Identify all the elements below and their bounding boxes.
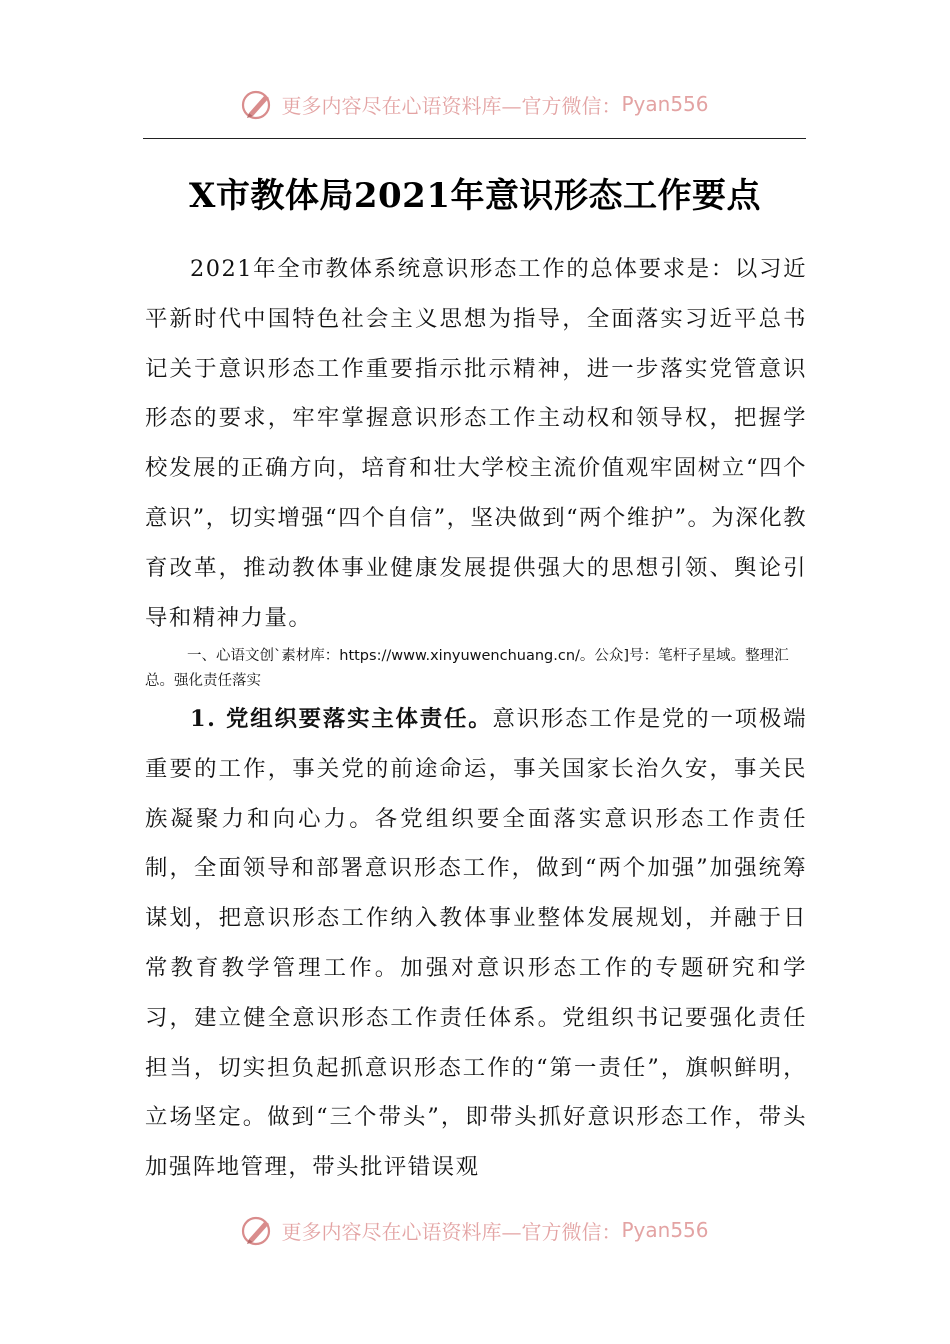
footer-watermark bbox=[0, 1208, 950, 1252]
watermark-wechat-id: Pyan556 bbox=[621, 1218, 709, 1242]
watermark-wechat-id: Pyan556 bbox=[621, 92, 709, 116]
section-heading-note-text: 一、心语文创`素材库：https://www.xinyuwenchuang.cn/。公众]号：笔杆子星域。整理汇总。强化责任落实 bbox=[145, 648, 789, 689]
watermark-text: 更多内容尽在心语资料库—官方微信： bbox=[281, 93, 622, 118]
item1-lead: 1. 党组织要落实主体责任。 bbox=[190, 706, 493, 732]
watermark-text: 更多内容尽在心语资料库—官方微信： bbox=[281, 1219, 622, 1244]
pen-logo-icon bbox=[241, 87, 275, 121]
header-watermark bbox=[0, 82, 950, 126]
item1-text: 意识形态工作是党的一项极端重要的工作，事关党的前途命运，事关国家长治久安，事关民族凝聚力和向心力。各党组织要全面落实意识形态工作责任制，全面领导和部署意识形态工作，做到“两个加强”加强统筹谋划，把意识形态工作纳入教体事业整体发展规划，并融于日常教育教学管理工作。加强对意识形态工作的专题研究和学习，建立健全意识形态工作责任体系。党组织书记要强化责任担当，切实担负起抓意识形态工作的“第一责任”，旗帜鲜明，立场坚定。做到“三个带头”，即带头抓好意识形态工作，带头加强阵地管理，带头批评错误观 bbox=[145, 706, 808, 1181]
intro-paragraph bbox=[145, 245, 807, 643]
item1-paragraph bbox=[145, 695, 807, 1193]
section-heading-note bbox=[145, 644, 807, 694]
header-rule bbox=[143, 138, 806, 139]
intro-paragraph-text: 2021年全市教体系统意识形态工作的总体要求是：以习近平新时代中国特色社会主义思想为指导，全面落实习近平总书记关于意识形态工作重要指示批示精神，进一步落实党管意识形态的要求，牢牢掌握意识形态工作主动权和领导权，把握学校发展的正确方向，培育和壮大学校主流价值观牢固树立“四个意识”，切实增强“四个自信”，坚决做到“两个维护”。为深化教育改革，推动教体事业健康发展提供强大的思想引领、舆论引导和精神力量。 bbox=[145, 256, 807, 631]
document-title: X市教体局2021年意识形态工作要点 bbox=[188, 176, 761, 216]
pen-logo-icon bbox=[241, 1213, 275, 1247]
